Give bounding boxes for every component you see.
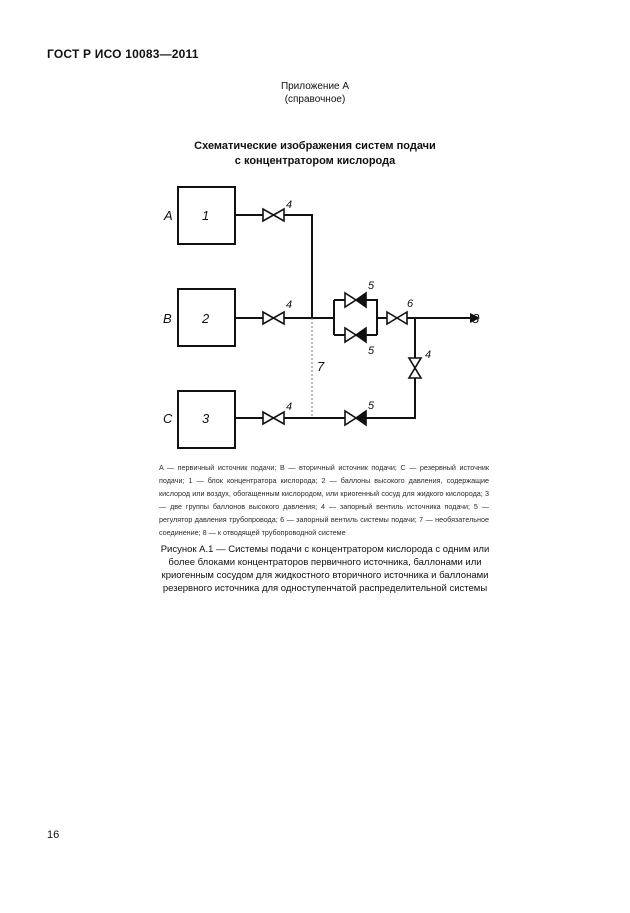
- regulator-upper-left: [345, 293, 356, 307]
- source-label-c: C: [163, 411, 173, 426]
- box-label-2: 2: [202, 311, 210, 326]
- supply-valve-a: [263, 209, 284, 221]
- supply-valve-c: [263, 412, 284, 424]
- source-label-b: B: [163, 311, 172, 326]
- regulator-reserve-left: [345, 411, 356, 425]
- regulator-lower-left: [345, 328, 356, 342]
- figure-legend: A — первичный источник подачи; B — вторичный источник подачи; C — резервный источник подачи; 1 — блок концентратора кислорода; 2 — баллоны высокого давления, содержащие кислород или воздух, обогащенным кислородом, или криогенный сосуд для жидкого кислорода; 3 — две группы баллонов высокого давления; 4 — запорный вентиль источника подачи; 5 — регулятор давления трубопровода; 6 — запорный вентиль системы подачи; 7 — необязательное соединение; 8 — к отводящей трубопроводной системе: [159, 463, 489, 537]
- appendix-title: Приложение А: [280, 81, 350, 92]
- document-header: ГОСТ Р ИСО 10083—2011: [47, 47, 199, 61]
- regulator-reserve-right: [356, 411, 366, 425]
- figure-caption: Рисунок А.1 — Системы подачи с концентратором кислорода с одним или более блоками концентраторов первичного источника, баллонами или криогенным сосудом для жидкостного вторичного источника и баллонами резервного источника для одноступенчатой распределительной системы: [160, 544, 490, 595]
- pipe-line-1: [235, 215, 312, 318]
- callout-5-reserve: 5: [368, 400, 375, 412]
- pipe-line-3: [235, 318, 415, 418]
- callout-6: 6: [407, 298, 414, 310]
- regulator-lower-right: [356, 328, 366, 342]
- box-label-1: 1: [202, 208, 210, 223]
- callout-5-lower: 5: [368, 345, 375, 357]
- source-label-a: A: [164, 208, 173, 223]
- regulator-upper-right: [356, 293, 366, 307]
- section-heading-line1: Схематические изображения систем подачи: [194, 140, 436, 152]
- section-heading-line2: с концентратором кислорода: [234, 155, 396, 167]
- callout-4-line3: 4: [286, 401, 293, 413]
- callout-4-line1: 4: [286, 199, 293, 211]
- label-7: 7: [317, 359, 325, 374]
- label-8: 8: [472, 311, 480, 326]
- page-number: 16: [47, 829, 60, 841]
- system-valve: [387, 312, 407, 324]
- box-label-3: 3: [202, 411, 210, 426]
- callout-4-line2: 4: [286, 299, 293, 311]
- supply-valve-b: [263, 312, 284, 324]
- appendix-note: (справочное): [284, 94, 346, 105]
- callout-4-vertical: 4: [425, 349, 432, 361]
- callout-5-upper: 5: [368, 280, 375, 292]
- vertical-valve: [409, 358, 421, 378]
